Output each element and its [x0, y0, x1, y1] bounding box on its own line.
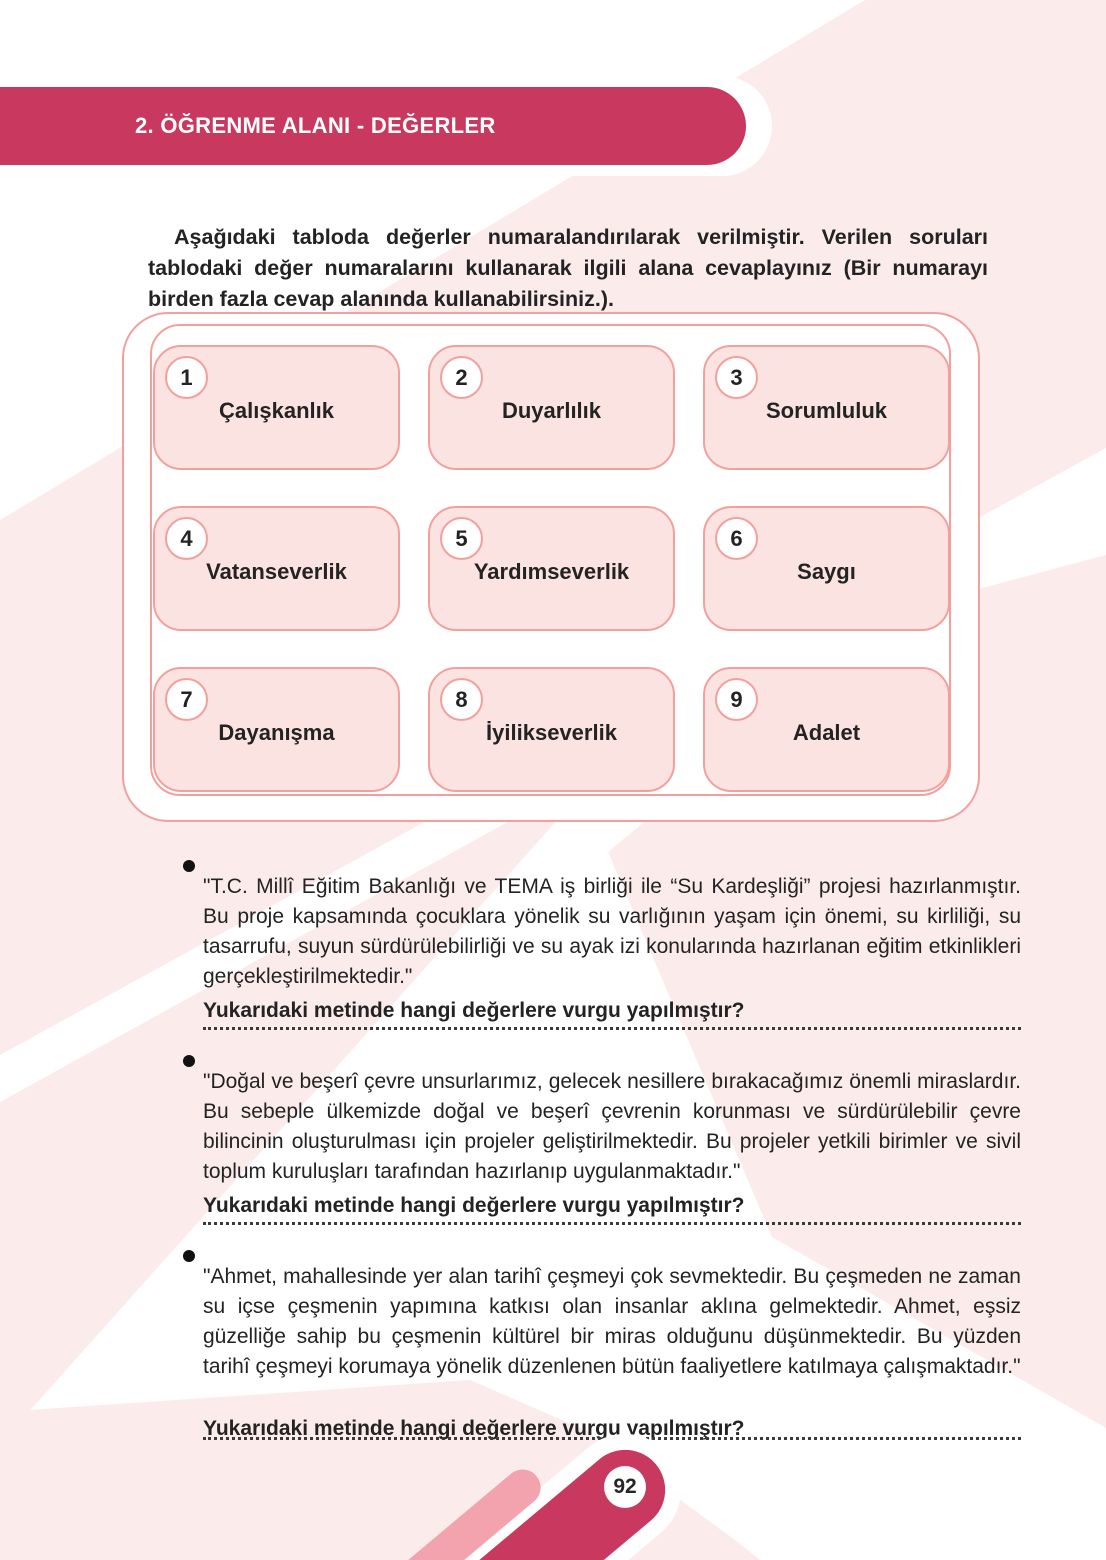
value-card-7 — [153, 667, 400, 792]
value-card-1 — [153, 345, 400, 470]
page-number-badge: 92 — [604, 1466, 646, 1508]
value-number-badge: 2 — [440, 356, 483, 399]
bullet-icon — [183, 860, 195, 872]
value-label: Çalışkanlık — [219, 398, 334, 423]
passage-text-3: "Ahmet, mahallesinde yer alan tarihî çeşmeyi çok sevmektedir. Bu çeşmeden ne zaman su içse çeşmenin yapımına katkısı olan insanlar aklına gelmektedir. Ahmet, eşsiz güzelliğe sahip bu çeşmenin kültürel bir miras olduğunu düşünmektedir. Bu yüzden tarihî çeşmeyi korumaya yönelik düzenlenen bütün faaliyetlere katılmaya çalışmaktadır." — [203, 1265, 1021, 1378]
answer-line-1 — [203, 1023, 1021, 1030]
value-card-6 — [703, 506, 950, 631]
value-number-badge: 8 — [440, 678, 483, 721]
value-card-8 — [428, 667, 675, 792]
bullet-icon — [183, 1055, 195, 1067]
header-banner — [0, 87, 746, 165]
value-label: Saygı — [797, 559, 856, 584]
value-number-badge: 4 — [165, 517, 208, 560]
value-label: Duyarlılık — [501, 398, 602, 423]
value-card-2 — [428, 345, 675, 470]
intro-paragraph: Aşağıdaki tabloda değerler numaralandırılarak verilmiştir. Verilen soruları tablodaki değer numaralarını kullanarak ilgili alana cevaplayınız (Bir numarayı birden fazla cevap alanında kullanabilirsiniz.). — [148, 224, 988, 311]
value-label: Adalet — [792, 720, 861, 745]
page-title: 2. ÖĞRENME ALANI - DEĞERLER — [135, 113, 496, 138]
passage-text-1: "T.C. Millî Eğitim Bakanlığı ve TEMA iş birliği ile “Su Kardeşliği” projesi hazırlanmıştır. Bu proje kapsamında çocuklara yönelik su varlığının yaşam için önemi, su kirliliği, su tasarrufu, suyun sürdürülebilirliği ve su ayak izi konularında hazırlanan eğitim etkinlikleri gerçekleştirilmektedir." — [203, 875, 1021, 988]
value-label: Dayanışma — [218, 720, 335, 745]
passage-text-2: "Doğal ve beşerî çevre unsurlarımız, gelecek nesillere bırakacağımız önemli miraslardır. Bu sebeple ülkemizde doğal ve beşerî çevrenin korunması ve sürdürülebilir çevre bilincinin oluşturulması için projeler geliştirilmektedir. Bu projeler yetkili birimler ve sivil toplum kuruluşları tarafından hazırlanıp uygulanmaktadır." — [203, 1070, 1021, 1183]
question-prompt-1: Yukarıdaki metinde hangi değerlere vurgu yapılmıştır? — [203, 999, 745, 1022]
value-label: Sorumluluk — [765, 398, 887, 423]
question-prompt-2: Yukarıdaki metinde hangi değerlere vurgu yapılmıştır? — [203, 1194, 745, 1217]
value-card-3 — [703, 345, 950, 470]
value-label: Yardımseverlik — [473, 559, 630, 584]
bullet-icon — [183, 1250, 195, 1262]
answer-line-2 — [203, 1218, 1021, 1225]
value-card-9 — [703, 667, 950, 792]
value-number-badge: 1 — [165, 356, 208, 399]
value-card-4 — [153, 506, 400, 631]
value-number-badge: 5 — [440, 517, 483, 560]
values-grid — [153, 345, 950, 792]
question-prompt-3: Yukarıdaki metinde hangi değerlere vurgu yapılmıştır? — [203, 1417, 745, 1440]
value-label: Vatanseverlik — [206, 559, 347, 584]
value-label: İyilikseverlik — [486, 720, 617, 745]
value-card-5 — [428, 506, 675, 631]
value-number-badge: 7 — [165, 678, 208, 721]
value-number-badge: 6 — [715, 517, 758, 560]
value-number-badge: 3 — [715, 356, 758, 399]
value-number-badge: 9 — [715, 678, 758, 721]
